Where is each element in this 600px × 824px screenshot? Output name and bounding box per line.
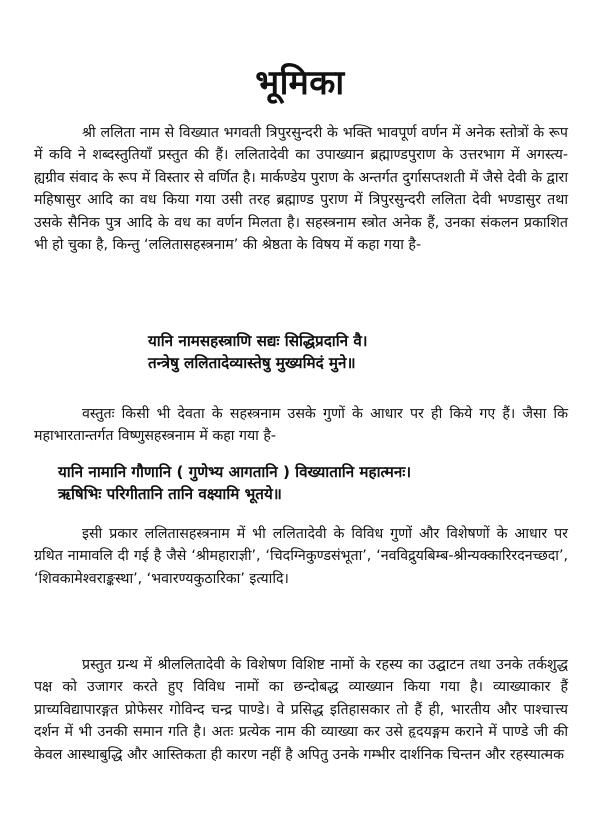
verse-line: ऋषिभिः परिगीतानि तानि वक्ष्यामि भूतये॥ [58,485,282,503]
page-title: भूमिका [255,63,345,103]
verse-line: यानि नामसहस्त्राणि सद्यः सिद्धिप्रदानि वै। [148,332,368,350]
verse-line: यानि नामानि गौणानि ( गुणेभ्य आगतानि ) विख्यातानि महात्मनः। [58,463,412,481]
verse-line: तन्त्रेषु ललितादेव्यास्तेषु मुख्यमिदं मुने॥ [148,354,356,372]
paragraph-intro: श्री ललिता नाम से विख्यात भगवती त्रिपुरसुन्दरी के भक्ति भावपूर्ण वर्णन में अनेक स्तोत्रों के रूप में कवि ने शब्दस्तुतियाँ प्रस्तुत की हैं। ललितादेवी का उपाख्यान ब्रह्माण्डपुराण के उत्तरभाग में अगस्त्य-ह्यग्रीव संवाद के रूप में विस्तार से वर्णित है। मार्कण्डेय पुराण के अन्तर्गत दुर्गासप्तशती में जैसे देवी के द्वारा महिषासुर आदि का वध किया गया उसी तरह ब्रह्माण्ड पुराण में त्रिपुरसुन्दरी ललिता देवी भण्डासुर तथा उसके सैनिक पुत्र आदि के वध का वर्णन मिलता है। सहस्त्रनाम स्त्रोत अनेक हैं, उनका संकलन प्रकाशित भी हो चुका है, किन्तु ‘ललितासहस्त्रनाम’ की श्रेष्ठता के विषय में कहा गया है- [34,125,568,254]
verse-vishnu-sahasranama [58,461,411,505]
paragraph-commentary: प्रस्तुत ग्रन्थ में श्रीललितादेवी के विशेषण विशिष्ट नामों के रहस्य का उद्घाटन तथा उनके तर्कशुद्ध पक्ष को उजागर करते हुए विविध नामों का छन्दोबद्ध व्याख्यान किया गया है। व्याख्याकार हैं प्राच्यविद्यापारङ्गत प्रोफेसर गोविन्द चन्द्र पाण्डे। वे प्रसिद्ध इतिहासकार तो हैं ही, भारतीय और पाश्चात्त्य दर्शन में भी उनकी समान गति है। अतः प्रत्येक नाम की व्याख्या कर उसे हृदयङ्गम कराने में पाण्डे जी की केवल आस्थाबुद्धि और आस्तिकता ही कारण नहीं है अपितु उनके गम्भीर दार्शनिक चिन्तन और रहस्यात्मक [34,657,569,763]
paragraph-names-examples: इसी प्रकार ललितासहस्त्रनाम में भी ललितादेवी के विविध गुणों और विशेषणों के आधार पर ग्रथित नामावलि दी गई है जैसे ‘श्रीमहाराज्ञी’, ‘चिदग्निकुण्डसंभूता’, ‘नवविद्रुयबिम्ब-श्रीन्यक्कारिरदनच्छदा’, ‘शिवकामेश्वराङ्कस्था’, ‘भवारण्यकुठारिका’ इत्यादि। [34,526,568,587]
paragraph-vastutah: वस्तुतः किसी भी देवता के सहस्त्रनाम उसके गुणों के आधार पर ही किये गए हैं। जैसा कि महाभारतान्तर्गत विष्णुसहस्त्रनाम में कहा गया है- [34,406,568,445]
verse-lalita-sahasranama [148,330,368,374]
